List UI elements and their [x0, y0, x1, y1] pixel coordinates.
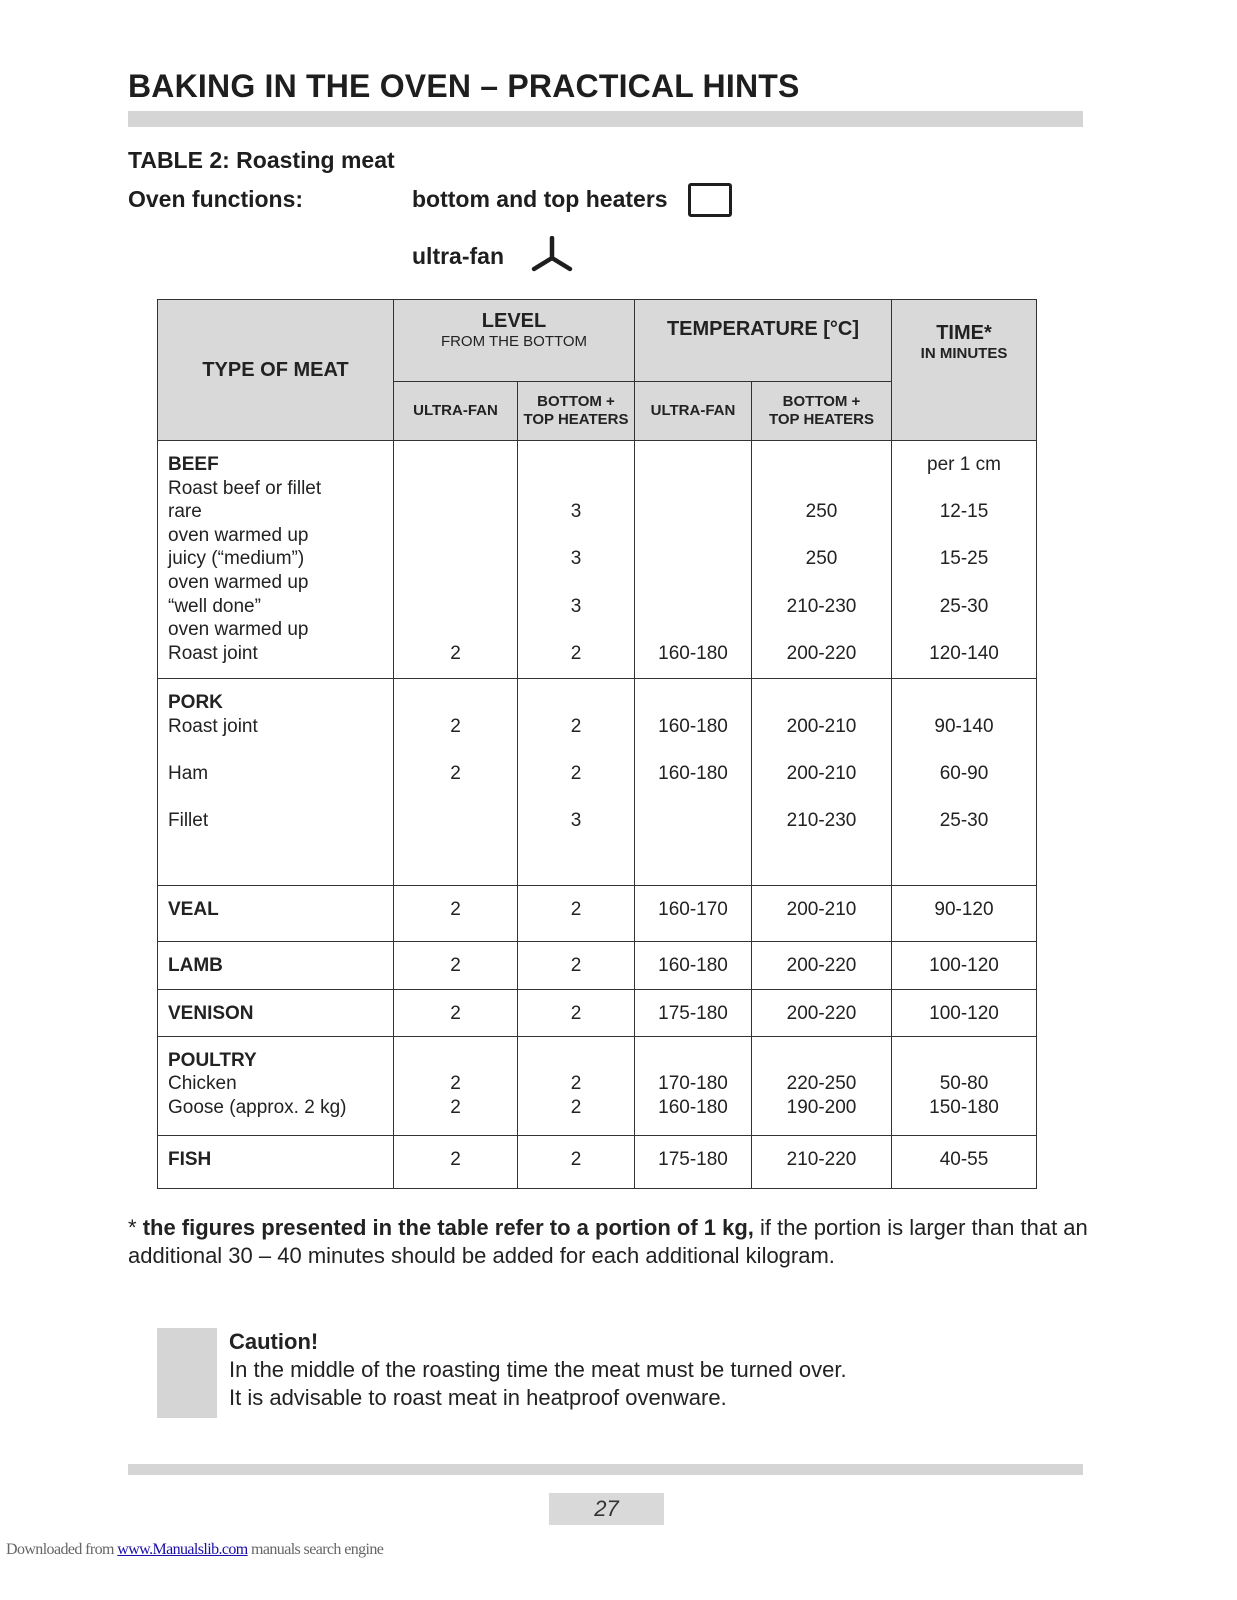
- cell-value: 2: [570, 715, 582, 737]
- manualslib-link[interactable]: www.Manualslib.com: [117, 1541, 248, 1558]
- level-ultra-fan-cell: [394, 886, 518, 942]
- header-type-of-meat: [158, 300, 394, 441]
- cell-value: 2: [570, 899, 582, 920]
- cell-value: 200-220: [786, 642, 857, 664]
- table-title: TABLE 2: Roasting meat: [128, 147, 395, 173]
- meat-type-label: “well done”: [168, 595, 261, 617]
- cell-value: 2: [570, 955, 582, 976]
- cell-value: 160-180: [658, 642, 728, 664]
- cell-value: [394, 785, 517, 809]
- cell-value: [635, 618, 751, 642]
- level-sub-label: FROM THE BOTTOM: [440, 333, 588, 350]
- top-heaters-label: TOP HEATERS: [523, 411, 629, 428]
- cell-value: 160-180: [658, 715, 728, 737]
- level-bottom-top-cell: [518, 990, 635, 1037]
- meat-type-label: Roast joint: [168, 642, 258, 664]
- meat-type-label: oven warmed up: [168, 571, 309, 593]
- cell-value: [752, 1049, 891, 1073]
- oven-functions-label: Oven functions:: [128, 186, 304, 212]
- footnote-bold: the figures presented in the table refer to a portion of 1 kg,: [142, 1215, 754, 1240]
- cell-value: 210-230: [786, 595, 857, 617]
- cell-value: 25-30: [939, 809, 989, 831]
- meat-group-row: [158, 1036, 1037, 1135]
- page-number: 27: [549, 1493, 664, 1525]
- temp-ultra-fan-cell: [635, 990, 752, 1037]
- time-cell: [892, 886, 1037, 942]
- meat-group-row: [158, 441, 1037, 679]
- cell-value: 15-25: [939, 548, 989, 570]
- type-of-meat-label: TYPE OF MEAT: [202, 358, 349, 381]
- cell-value: [752, 571, 891, 595]
- cell-value: 150-180: [929, 1096, 999, 1118]
- temp-ultra-fan-cell: [635, 942, 752, 990]
- cell-value: 100-120: [929, 1003, 999, 1024]
- function-ultra-fan-label: ultra-fan: [412, 243, 504, 269]
- meat-group-name: BEEF: [168, 454, 219, 475]
- meat-group-row: [158, 1135, 1037, 1188]
- cell-value: [635, 547, 751, 571]
- cell-value: 3: [570, 595, 582, 617]
- title-divider: [128, 111, 1083, 127]
- cell-value: [518, 785, 634, 809]
- cell-value: [394, 571, 517, 595]
- cell-value: [635, 453, 751, 477]
- cell-value: [892, 571, 1036, 595]
- type-cell: [158, 1036, 394, 1135]
- meat-type-label: Roast beef or fillet: [168, 477, 322, 499]
- cell-value: [635, 477, 751, 501]
- time-cell: [892, 441, 1037, 679]
- cell-value: [752, 738, 891, 762]
- cell-value: 175-180: [658, 1148, 728, 1170]
- subheader-level-ultra-fan: [394, 382, 518, 441]
- meat-group-name: VEAL: [168, 899, 219, 920]
- cell-value: [635, 1049, 751, 1073]
- cell-value: [892, 1049, 1036, 1073]
- type-cell: [158, 1135, 394, 1188]
- cell-value: 200-220: [786, 1003, 857, 1024]
- meat-group-name: FISH: [168, 1148, 212, 1170]
- cell-value: 160-180: [658, 762, 728, 784]
- cell-value: [892, 691, 1036, 715]
- level-ultra-fan-cell: [394, 1135, 518, 1188]
- cell-value: [635, 524, 751, 548]
- type-cell: [158, 679, 394, 886]
- page-title: BAKING IN THE OVEN – PRACTICAL HINTS: [128, 68, 800, 104]
- cell-value: 120-140: [929, 642, 999, 664]
- cell-value: 3: [570, 809, 582, 831]
- cell-value: 2: [570, 1148, 582, 1170]
- level-bottom-top-cell: [518, 1036, 635, 1135]
- caution-note: [229, 1328, 847, 1412]
- temp-bottom-top-cell: [752, 679, 892, 886]
- footnote: [128, 1214, 1088, 1270]
- cell-value: 100-120: [929, 955, 999, 976]
- level-ultra-fan-cell: [394, 990, 518, 1037]
- footnote-star: *: [128, 1215, 143, 1240]
- meat-type-label: Roast joint: [168, 715, 258, 737]
- cell-value: [752, 524, 891, 548]
- cell-value: [892, 785, 1036, 809]
- meat-type-label: Goose (approx. 2 kg): [168, 1096, 347, 1118]
- cell-value: [635, 738, 751, 762]
- cell-value: [394, 453, 517, 477]
- cell-value: 2: [450, 715, 461, 737]
- temp-bottom-top-cell: [752, 441, 892, 679]
- cell-value: 2: [450, 1003, 461, 1024]
- meat-group-name: POULTRY: [168, 1049, 257, 1071]
- cell-value: [752, 477, 891, 501]
- cell-value: [635, 691, 751, 715]
- cell-value: [635, 785, 751, 809]
- cell-value: [394, 1049, 517, 1073]
- cell-value: 220-250: [786, 1073, 857, 1095]
- cell-value: [518, 571, 634, 595]
- cell-value: 2: [450, 955, 461, 976]
- cell-value: [518, 524, 634, 548]
- cell-value: [394, 618, 517, 642]
- level-ultra-fan-cell: [394, 942, 518, 990]
- bottom-label: BOTTOM +: [782, 393, 861, 410]
- level-ultra-fan-cell: [394, 441, 518, 679]
- ultra-fan-icon: [530, 236, 574, 274]
- cell-value: 170-180: [658, 1073, 728, 1095]
- cell-value: 2: [450, 762, 461, 784]
- header-level: [394, 300, 635, 382]
- cell-value: 2: [450, 1096, 461, 1118]
- function-bottom-top-label: bottom and top heaters: [412, 186, 668, 212]
- roasting-meat-table: [157, 299, 1037, 1189]
- cell-value: 90-120: [934, 899, 994, 920]
- cell-value: [518, 453, 634, 477]
- time-cell: [892, 679, 1037, 886]
- cell-value: [892, 524, 1036, 548]
- level-bottom-top-cell: [518, 886, 635, 942]
- meat-type-label: Chicken: [168, 1073, 237, 1095]
- level-label: LEVEL: [481, 310, 547, 332]
- cell-value: [892, 738, 1036, 762]
- meat-type-label: oven warmed up: [168, 619, 309, 641]
- cell-value: [518, 691, 634, 715]
- cell-value: [394, 809, 517, 833]
- ultra-fan-label: ULTRA-FAN: [650, 402, 736, 419]
- cell-value: 90-140: [934, 715, 994, 737]
- temp-bottom-top-cell: [752, 1036, 892, 1135]
- time-cell: [892, 1036, 1037, 1135]
- caution-marker: [157, 1328, 217, 1418]
- cell-value: [892, 618, 1036, 642]
- cell-value: 160-180: [658, 1096, 728, 1118]
- cell-value: [752, 785, 891, 809]
- time-label: TIME*: [936, 322, 992, 344]
- bottom-top-heaters-icon: [688, 183, 732, 217]
- level-ultra-fan-cell: [394, 1036, 518, 1135]
- level-bottom-top-cell: [518, 942, 635, 990]
- time-cell: [892, 942, 1037, 990]
- time-cell: [892, 990, 1037, 1037]
- cell-value: 190-200: [786, 1096, 857, 1118]
- cell-value: 200-220: [786, 955, 857, 976]
- meat-group-row: [158, 990, 1037, 1037]
- caution-title: Caution!: [229, 1329, 319, 1354]
- cell-value: [518, 477, 634, 501]
- cell-value: 2: [570, 1003, 582, 1024]
- cell-value: 2: [450, 1148, 461, 1170]
- cell-value: [635, 809, 751, 833]
- type-cell: [158, 990, 394, 1037]
- temp-ultra-fan-cell: [635, 886, 752, 942]
- header-time: [892, 300, 1037, 441]
- temperature-label: TEMPERATURE [°C]: [666, 318, 860, 340]
- ultra-fan-label: ULTRA-FAN: [413, 402, 498, 419]
- cell-value: 210-230: [786, 809, 857, 831]
- cell-value: [635, 571, 751, 595]
- meat-group-row: [158, 942, 1037, 990]
- cell-value: [892, 477, 1036, 501]
- cell-value: 175-180: [658, 1003, 728, 1024]
- meat-group-name: LAMB: [168, 955, 223, 976]
- type-cell: [158, 942, 394, 990]
- time-cell: [892, 1135, 1037, 1188]
- temp-ultra-fan-cell: [635, 1135, 752, 1188]
- cell-value: 200-210: [786, 899, 857, 920]
- meat-group-row: [158, 679, 1037, 886]
- cell-value: [394, 500, 517, 524]
- meat-type-label: Fillet: [168, 809, 209, 831]
- cell-value: [394, 595, 517, 619]
- meat-group-name: PORK: [168, 692, 223, 713]
- cell-value: 2: [450, 1073, 461, 1095]
- cell-value: 200-210: [786, 762, 857, 784]
- temp-bottom-top-cell: [752, 1135, 892, 1188]
- cell-value: [635, 595, 751, 619]
- cell-value: [752, 453, 891, 477]
- cell-value: 60-90: [939, 762, 989, 784]
- caution-line-1: In the middle of the roasting time the meat must be turned over.: [229, 1357, 847, 1382]
- temp-bottom-top-cell: [752, 990, 892, 1037]
- cell-value: 2: [450, 642, 461, 664]
- time-sub-label: IN MINUTES: [920, 345, 1008, 362]
- cell-value: 160-170: [658, 899, 728, 920]
- footer-divider: [128, 1464, 1083, 1475]
- cell-value: 160-180: [658, 955, 728, 976]
- cell-value: [394, 547, 517, 571]
- cell-value: 250: [805, 501, 838, 523]
- cell-value: 40-55: [939, 1148, 989, 1170]
- meat-group-row: [158, 886, 1037, 942]
- download-suffix: manuals search engine: [247, 1541, 384, 1558]
- cell-value: 2: [570, 1073, 582, 1095]
- bottom-label: BOTTOM +: [537, 393, 615, 410]
- cell-value: [518, 618, 634, 642]
- subheader-level-bottom-top: [518, 382, 635, 441]
- cell-value: [394, 738, 517, 762]
- meat-type-label: juicy (“medium”): [168, 548, 305, 570]
- cell-value: [394, 691, 517, 715]
- cell-value: 3: [570, 501, 582, 523]
- cell-value: [518, 1049, 634, 1073]
- level-bottom-top-cell: [518, 679, 635, 886]
- temp-ultra-fan-cell: [635, 1036, 752, 1135]
- temp-ultra-fan-cell: [635, 441, 752, 679]
- type-cell: [158, 886, 394, 942]
- cell-value: per 1 cm: [927, 454, 1001, 475]
- meat-type-label: rare: [168, 501, 202, 523]
- cell-value: [752, 691, 891, 715]
- subheader-temp-bottom-top: [752, 382, 892, 441]
- cell-value: 2: [570, 642, 582, 664]
- footnote-rest: if the portion is larger than that an additional 30 – 40 minutes should be added for each additional kilogram.: [128, 1215, 1088, 1268]
- subheader-temp-ultra-fan: [635, 382, 752, 441]
- cell-value: 3: [570, 548, 582, 570]
- cell-value: 250: [805, 548, 838, 570]
- cell-value: 50-80: [939, 1073, 989, 1095]
- meat-type-label: [168, 738, 393, 762]
- cell-value: 210-220: [786, 1148, 857, 1170]
- temp-ultra-fan-cell: [635, 679, 752, 886]
- caution-line-2: It is advisable to roast meat in heatproof ovenware.: [229, 1385, 727, 1410]
- cell-value: [394, 524, 517, 548]
- level-bottom-top-cell: [518, 1135, 635, 1188]
- meat-type-label: Ham: [168, 762, 209, 784]
- level-bottom-top-cell: [518, 441, 635, 679]
- temp-bottom-top-cell: [752, 942, 892, 990]
- cell-value: 2: [570, 762, 582, 784]
- cell-value: 200-210: [786, 715, 857, 737]
- cell-value: 25-30: [939, 595, 989, 617]
- header-temperature: [635, 300, 892, 382]
- level-ultra-fan-cell: [394, 679, 518, 886]
- cell-value: 12-15: [939, 501, 989, 523]
- cell-value: 2: [570, 1096, 582, 1118]
- cell-value: [635, 500, 751, 524]
- download-note: [6, 1541, 383, 1559]
- top-heaters-label: TOP HEATERS: [768, 411, 875, 428]
- download-prefix: Downloaded from: [6, 1541, 118, 1558]
- meat-type-label: oven warmed up: [168, 524, 309, 546]
- meat-group-name: VENISON: [168, 1003, 254, 1024]
- type-cell: [158, 441, 394, 679]
- cell-value: [394, 477, 517, 501]
- meat-type-label: [168, 785, 393, 809]
- cell-value: [752, 618, 891, 642]
- temp-bottom-top-cell: [752, 886, 892, 942]
- cell-value: 2: [450, 899, 461, 920]
- cell-value: [518, 738, 634, 762]
